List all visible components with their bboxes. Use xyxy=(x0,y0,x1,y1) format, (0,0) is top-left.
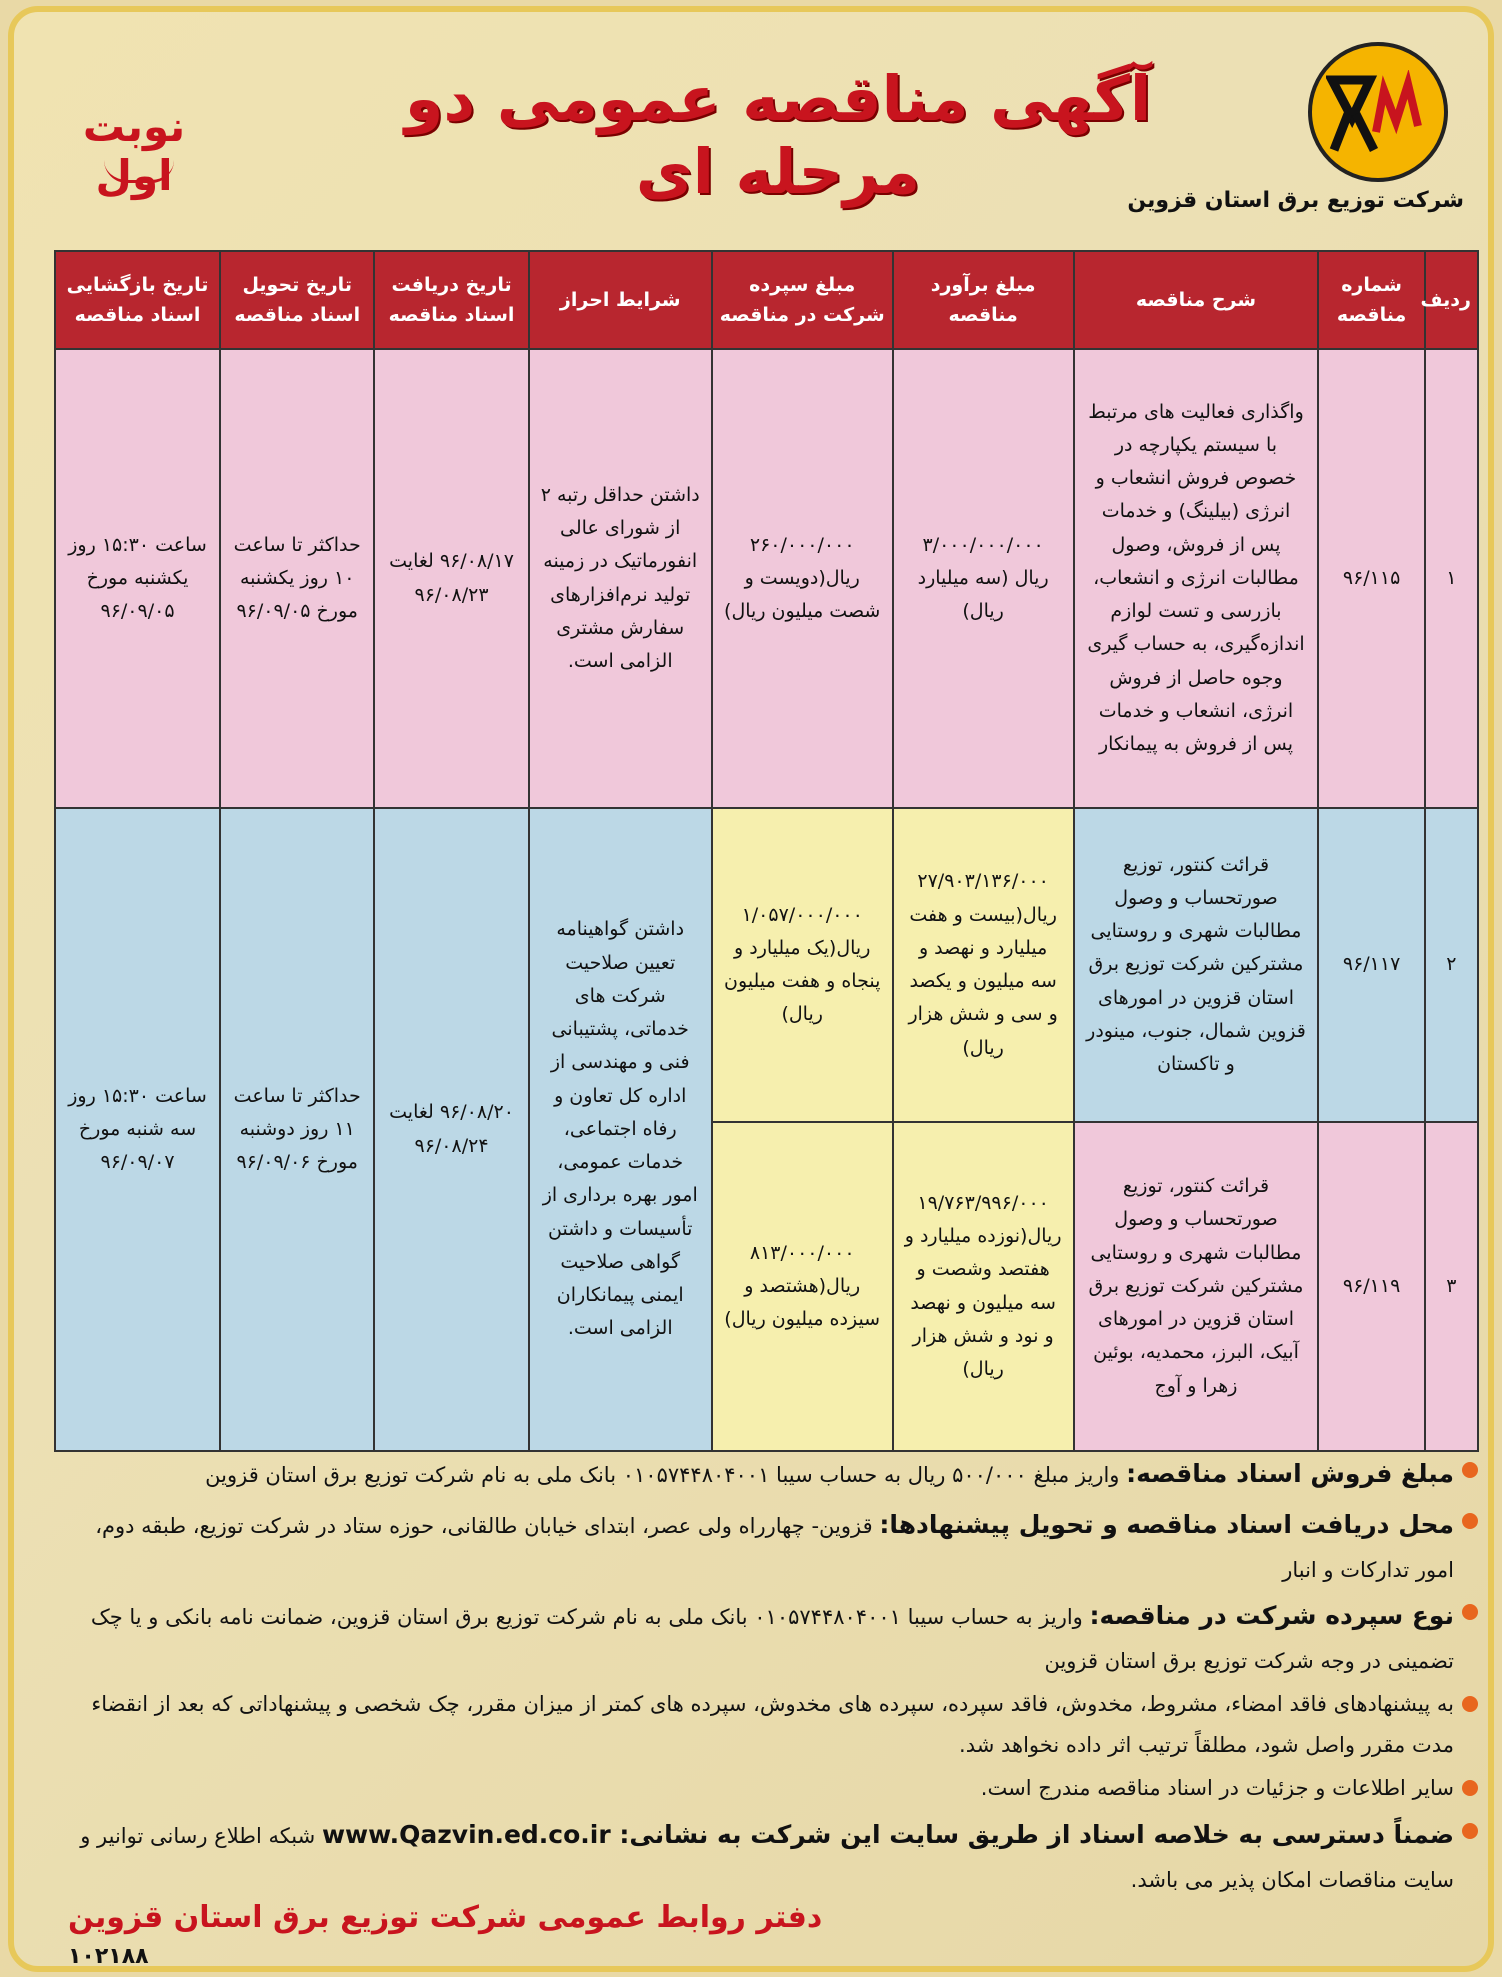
note-item xyxy=(58,1501,1478,1591)
tender-number: ۹۶/۱۱۷ xyxy=(1318,808,1424,1122)
note-text: واریز مبلغ ۵۰۰/۰۰۰ ریال به حساب سیبا ۰۱۰۵۷۴۴۸۰۴۰۰۱ بانک ملی به نام شرکت توزیع برق استان قزوین xyxy=(205,1463,1120,1487)
round-badge: نوبت اول xyxy=(82,102,186,200)
header-deliver-date: تاریخ تحویل اسناد مناقصه xyxy=(220,251,374,349)
bullet-icon xyxy=(1462,1462,1478,1478)
notes-section xyxy=(58,1450,1478,1903)
header xyxy=(14,12,1488,242)
note-text: شبکه اطلاع رسانی توانیر و سایت مناقصات امکان پذیر می باشد. xyxy=(80,1823,1454,1892)
tender-description: قرائت کنتور، توزیع صورتحساب و وصول مطالبات شهری و روستایی مشترکین شرکت توزیع برق استان قزوین در امورهای قزوین شمال، جنوب، مینودر و تاکستان xyxy=(1074,808,1319,1122)
notice-page xyxy=(8,6,1494,1972)
estimate-amount: ۳/۰۰۰/۰۰۰/۰۰۰ ریال (سه میلیارد ریال) xyxy=(893,349,1074,808)
header-number: شماره مناقصه xyxy=(1318,251,1424,349)
note-title: مبلغ فروش اسناد مناقصه: xyxy=(1126,1459,1454,1488)
row-index: ۳ xyxy=(1425,1122,1478,1451)
note-item xyxy=(58,1768,1478,1809)
note-text: سایر اطلاعات و جزئیات در اسناد مناقصه مندرج است. xyxy=(980,1776,1454,1800)
header-open-date: تاریخ بازگشایی اسناد مناقصه xyxy=(55,251,220,349)
bullet-icon xyxy=(1462,1780,1478,1796)
open-date: ساعت ۱۵:۳۰ روز یکشنبه مورخ ۹۶/۰۹/۰۵ xyxy=(55,349,220,808)
tender-number: ۹۶/۱۱۵ xyxy=(1318,349,1424,808)
notice-title: آگهی مناقصه عمومی دو مرحله ای xyxy=(404,62,1152,208)
bullet-icon xyxy=(1462,1823,1478,1839)
receive-date: ۹۶/۰۸/۱۷ لغایت ۹۶/۰۸/۲۳ xyxy=(374,349,528,808)
row-index: ۱ xyxy=(1425,349,1478,808)
ad-number: ۱۰۲۱۸۸ xyxy=(68,1944,149,1969)
tender-number: ۹۶/۱۱۹ xyxy=(1318,1122,1424,1451)
bullet-icon xyxy=(1462,1513,1478,1529)
table-row xyxy=(55,808,1478,1122)
bullet-icon xyxy=(1462,1696,1478,1712)
qualification-conditions: داشتن حداقل رتبه ۲ از شورای عالی انفورماتیک در زمینه تولید نرم‌افزارهای سفارش مشتری الزامی است. xyxy=(529,349,712,808)
company-logo xyxy=(1308,42,1448,182)
table-row xyxy=(55,349,1478,808)
deposit-amount: ۲۶۰/۰۰۰/۰۰۰ ریال(دویست و شصت میلیون ریال) xyxy=(712,349,893,808)
note-text: به پیشنهادهای فاقد امضاء، مشروط، مخدوش، فاقد سپرده، سپرده های مخدوش، سپرده های کمتر از میزان مقرر، چک شخصی و پیشنهاداتی که بعد از انقضاء مدت مقرر واصل شود، مطلقاً ترتیب اثر داده نخواهد شد. xyxy=(91,1692,1454,1758)
deliver-date: حداکثر تا ساعت ۱۱ روز دوشنبه مورخ ۹۶/۰۹/۰۶ xyxy=(220,808,374,1451)
open-date: ساعت ۱۵:۳۰ روز سه شنبه مورخ ۹۶/۰۹/۰۷ xyxy=(55,808,220,1451)
tender-description: قرائت کنتور، توزیع صورتحساب و وصول مطالبات شهری و روستایی مشترکین شرکت توزیع برق استان قزوین در امورهای آبیک، البرز، محمدیه، بوئین زهرا و آوج xyxy=(1074,1122,1319,1451)
header-conditions: شرایط احراز xyxy=(529,251,712,349)
header-receive-date: تاریخ دریافت اسناد مناقصه xyxy=(374,251,528,349)
tender-table xyxy=(54,250,1479,1452)
note-item xyxy=(58,1592,1478,1682)
estimate-amount: ۱۹/۷۶۳/۹۹۶/۰۰۰ ریال(نوزده میلیارد و هفتصد وشصت و سه میلیون و نهصد و نود و شش هزار ریال) xyxy=(893,1122,1074,1451)
website-address: ضمناً دسترسی به خلاصه اسناد از طریق سایت این شرکت به نشانی: www.Qazvin.ed.co.ir xyxy=(321,1819,1454,1849)
header-estimate: مبلغ برآورد مناقصه xyxy=(893,251,1074,349)
row-index: ۲ xyxy=(1425,808,1478,1122)
qualification-conditions: داشتن گواهینامه تعیین صلاحیت شرکت های خدماتی، پشتیبانی فنی و مهندسی از اداره کل تعاون و رفاه اجتماعی، خدمات عمومی، امور بهره برداری از تأسیسات و داشتن گواهی صلاحیت ایمنی پیمانکاران الزامی است. xyxy=(529,808,712,1451)
bullet-icon xyxy=(1462,1604,1478,1620)
note-item xyxy=(58,1811,1478,1901)
note-text: قزوین- چهارراه ولی عصر، ابتدای خیابان طالقانی، حوزه ستاد در شرکت توزیع، طبقه دوم، امور تدارکات و انبار xyxy=(95,1513,1454,1582)
note-title: نوع سپرده شرکت در مناقصه: xyxy=(1089,1601,1454,1631)
header-description: شرح مناقصه xyxy=(1074,251,1319,349)
note-title: محل دریافت اسناد مناقصه و تحویل پیشنهادها: xyxy=(879,1509,1454,1539)
note-text: واریز به حساب سیبا ۰۱۰۵۷۴۴۸۰۴۰۰۱ بانک ملی به نام شرکت توزیع برق استان قزوین، ضمانت نامه بانکی و یا چک تضمینی در وجه شرکت توزیع برق استان قزوین xyxy=(90,1605,1454,1674)
deposit-amount: ۸۱۳/۰۰۰/۰۰۰ ریال(هشتصد و سیزده میلیون ریال) xyxy=(712,1122,893,1451)
header-deposit: مبلغ سپرده شرکت در مناقصه xyxy=(712,251,893,349)
note-item xyxy=(58,1684,1478,1766)
company-name: شرکت توزیع برق استان قزوین xyxy=(1127,188,1464,213)
deliver-date: حداکثر تا ساعت ۱۰ روز یکشنبه مورخ ۹۶/۰۹/۰۵ xyxy=(220,349,374,808)
deposit-amount: ۱/۰۵۷/۰۰۰/۰۰۰ ریال(یک میلیارد و پنجاه و هفت میلیون ریال) xyxy=(712,808,893,1122)
table-header-row xyxy=(55,251,1478,349)
estimate-amount: ۲۷/۹۰۳/۱۳۶/۰۰۰ ریال(بیست و هفت میلیارد و نهصد و سه میلیون و یکصد و سی و شش هزار ریال) xyxy=(893,808,1074,1122)
public-relations-office: دفتر روابط عمومی شرکت توزیع برق استان قزوین xyxy=(68,1900,823,1935)
receive-date: ۹۶/۰۸/۲۰ لغایت ۹۶/۰۸/۲۴ xyxy=(374,808,528,1451)
note-item xyxy=(58,1450,1478,1499)
tender-description: واگذاری فعالیت های مرتبط با سیستم یکپارچه در خصوص فروش انشعاب و انرژی (بیلینگ) و خدمات پس از فروش، وصول مطالبات انرژی و انشعاب، بازرسی و تست لوازم اندازه‌گیری، به حساب گیری وجوه حاصل از فروش انرژی، انشعاب و خدمات پس از فروش به پیمانکار xyxy=(1074,349,1319,808)
header-index: ردیف xyxy=(1425,251,1478,349)
